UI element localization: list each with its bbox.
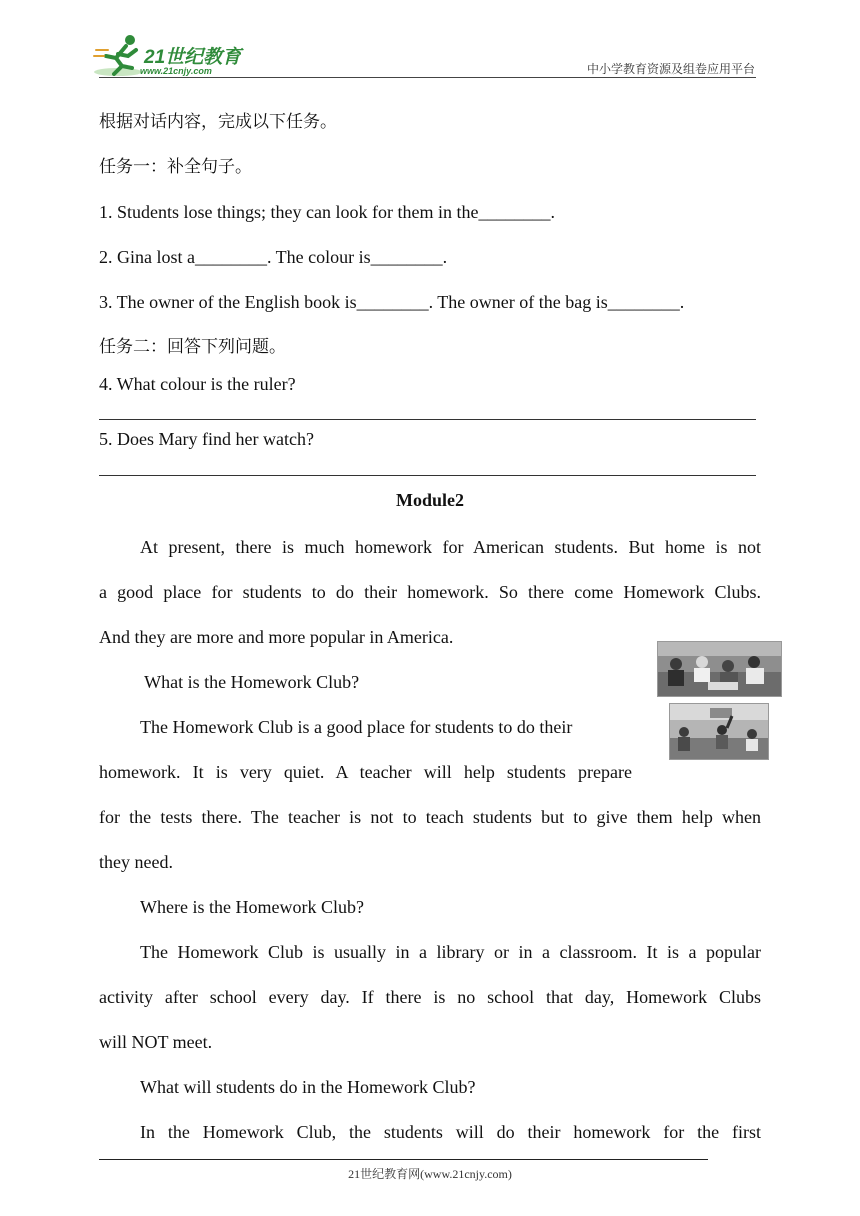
passage-line: And they are more and more popular in America. — [99, 627, 454, 647]
passage-line: In the Homework Club, the students will do their homework for the first — [140, 1122, 761, 1142]
answer-line-5 — [99, 475, 756, 476]
passage-line: The Homework Club is a good place for students to do their — [140, 717, 573, 737]
passage-heading: Where is the Homework Club? — [140, 897, 364, 917]
passage-line: At present, there is much homework for American students. But home is not — [140, 537, 761, 557]
module-title: Module2 — [395, 490, 464, 510]
passage-line: a good place for students to do their homework. So there come Homework Clubs. — [99, 582, 761, 602]
classroom-photo-2 — [669, 703, 769, 760]
task1-title: 任务一：补全句子。 — [99, 157, 252, 177]
task2-title: 任务二：回答下列问题。 — [99, 337, 286, 357]
classroom-photo-1 — [657, 641, 782, 697]
logo-url: www.21cnjy.com — [140, 66, 212, 76]
footer-divider — [99, 1159, 708, 1160]
header-tagline: 中小学教育资源及组卷应用平台 — [586, 62, 755, 76]
task2-question-4: 4. What colour is the ruler? — [99, 374, 296, 394]
answer-line-4 — [99, 419, 756, 420]
footer-text: 21世纪教育网(www.21cnjy.com) — [348, 1167, 512, 1181]
task1-item-1: 1. Students lose things; they can look for them in the________. — [99, 202, 555, 222]
task1-item-2: 2. Gina lost a________. The colour is________. — [99, 247, 448, 267]
task2-question-5: 5. Does Mary find her watch? — [99, 429, 314, 449]
passage-heading: What will students do in the Homework Club? — [140, 1077, 476, 1097]
passage-line: for the tests there. The teacher is not to teach students but to give them help when — [99, 807, 761, 827]
task1-item-3: 3. The owner of the English book is________. The owner of the bag is________. — [99, 292, 685, 312]
passage-line: homework. It is very quiet. A teacher will help students prepare — [99, 762, 632, 782]
instructions: 根据对话内容，完成以下任务。 — [99, 112, 337, 132]
passage-line: they need. — [99, 852, 173, 872]
header-divider — [99, 77, 756, 78]
passage-line: activity after school every day. If there is no school that day, Homework Clubs — [99, 987, 761, 1007]
site-logo — [92, 32, 262, 82]
passage-line: The Homework Club is usually in a library or in a classroom. It is a popular — [140, 942, 761, 962]
passage-line: will NOT meet. — [99, 1032, 213, 1052]
logo-text: 21世纪教育 — [144, 47, 242, 68]
passage-heading: What is the Homework Club? — [140, 672, 360, 692]
